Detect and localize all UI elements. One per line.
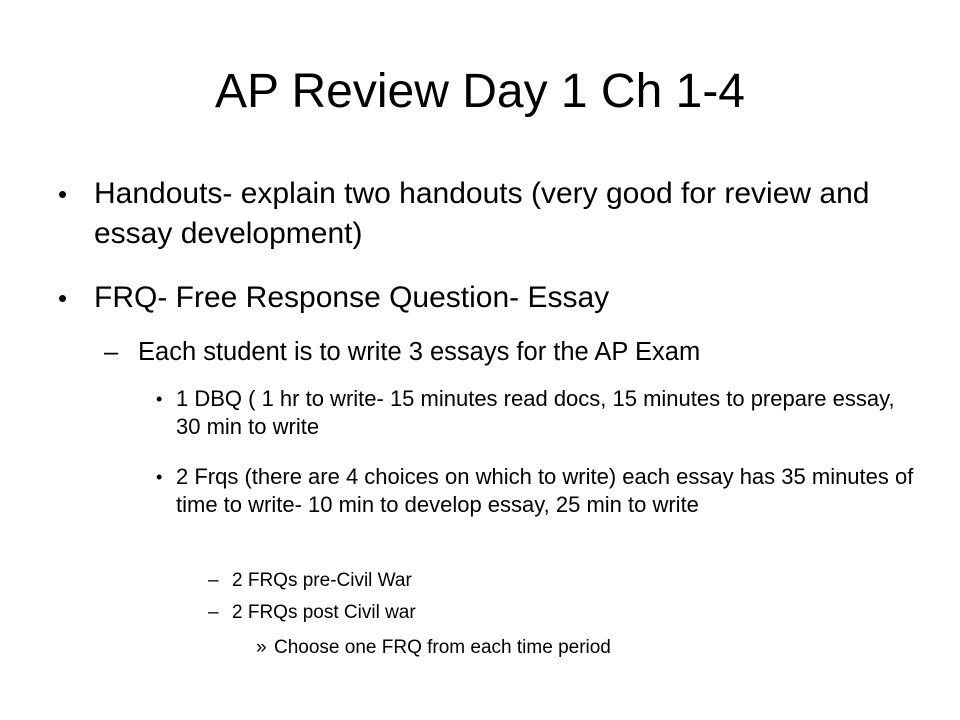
- subbullet-text: 2 Frqs (there are 4 choices on which to write) each essay has 35 minutes of time to write- 10 min to develop essay, 25 min to write: [176, 464, 914, 517]
- subbullet-choose-one: [256, 635, 916, 661]
- subbullet-pre-civil-war: [208, 568, 908, 594]
- subbullet-each-student: [104, 335, 894, 369]
- subbullet-text: 2 FRQs pre-Civil War: [232, 570, 412, 591]
- bullet-text: FRQ- Free Response Question- Essay: [94, 281, 610, 314]
- dash-marker: –: [208, 602, 219, 623]
- subbullet-text: 1 DBQ ( 1 hr to write- 15 minutes read docs, 15 minutes to prepare essay, 30 min to write: [176, 386, 895, 439]
- subbullet-dbq: [156, 385, 916, 441]
- slide-title: AP Review Day 1 Ch 1-4: [214, 65, 745, 118]
- bullet-marker: •: [58, 179, 68, 209]
- bullet-marker: •: [58, 283, 68, 313]
- bullet-marker: •: [156, 389, 163, 409]
- bullet-text: Handouts- explain two handouts (very good for review and essay development): [94, 177, 870, 250]
- bullet-frq: [58, 278, 878, 318]
- subbullet-text: Choose one FRQ from each time period: [274, 637, 611, 658]
- subbullet-text: 2 FRQs post Civil war: [232, 602, 416, 623]
- subbullet-frqs: [156, 463, 916, 519]
- dash-marker: –: [104, 338, 119, 366]
- bullet-marker: •: [156, 467, 163, 487]
- subbullet-post-civil-war: [208, 600, 908, 626]
- subbullet-text: Each student is to write 3 essays for the AP Exam: [138, 338, 701, 366]
- bullet-handouts: [58, 174, 878, 254]
- dash-marker: –: [208, 570, 219, 591]
- raquo-marker: »: [256, 637, 267, 658]
